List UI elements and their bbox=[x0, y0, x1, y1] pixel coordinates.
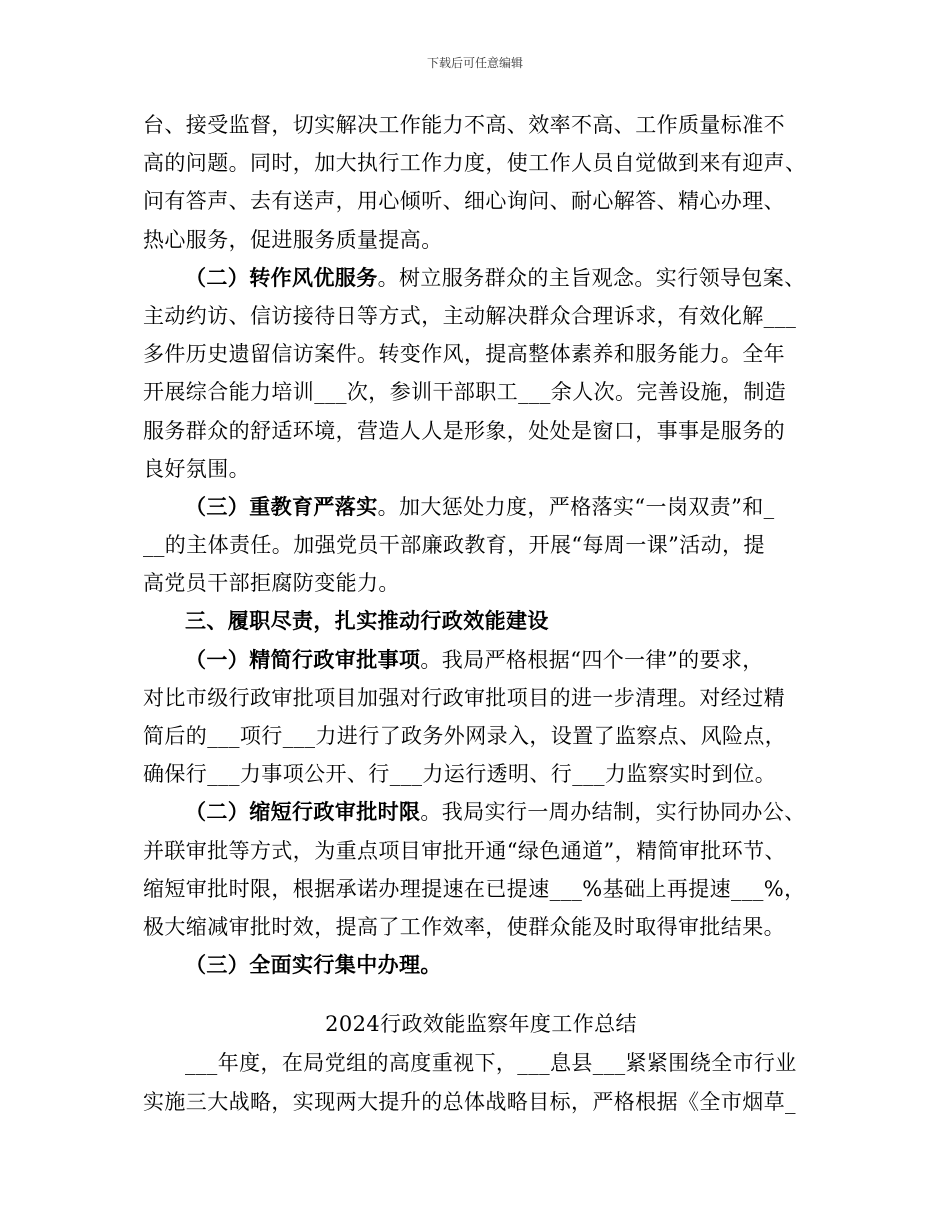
paragraph-line: 台、接受监督，切实解决工作能力不高、效率不高、工作质量标准不 bbox=[143, 113, 785, 137]
paragraph-text: 。我局严格根据“四个一律”的要求， bbox=[420, 647, 764, 672]
section-heading: （三）全面实行集中办理。 bbox=[185, 952, 442, 978]
paragraph-line bbox=[143, 641, 819, 679]
paragraph-line: 高党员干部拒腐防变能力。 bbox=[143, 571, 400, 596]
paragraph-text: 。我局实行一周办结制，实行协同办公、 bbox=[420, 800, 806, 825]
paragraph-line bbox=[143, 488, 819, 526]
paragraph-line: 多件历史遗留信访案件。转变作风，提高整体素养和服务能力。全年 bbox=[143, 342, 785, 367]
section-heading: （一）精简行政审批事项 bbox=[185, 646, 421, 672]
paragraph-line: 服务群众的舒适环境，营造人人是形象，处处是窗口，事事是服务的 bbox=[143, 418, 785, 443]
paragraph-line: ___年度，在局党组的高度重视下，___息县___紧紧围绕全市行业 bbox=[185, 1051, 797, 1076]
paragraph-line bbox=[143, 259, 819, 297]
header-note: 下载后可任意编辑 bbox=[426, 56, 523, 70]
paragraph-line: 缩短审批时限，根据承诺办理提速在已提速___%基础上再提速___%， bbox=[143, 876, 806, 901]
paragraph-line: 热心服务，促进服务质量提高。 bbox=[143, 227, 443, 252]
paragraph-line: 对比市级行政审批项目加强对行政审批项目的进一步清理。对经过精 bbox=[143, 685, 785, 710]
paragraph-line: 主动约访、信访接待日等方式，主动解决群众合理诉求，有效化解___ bbox=[143, 303, 797, 328]
paragraph-line: __的主体责任。加强党员干部廉政教育，开展“每周一课”活动，提 bbox=[143, 533, 765, 558]
paragraph-line: 简后的___项行___力进行了政务外网录入，设置了监察点、风险点， bbox=[143, 724, 787, 748]
paragraph-line: 并联审批等方式，为重点项目审批开通“绿色通道”，精简审批环节、 bbox=[143, 838, 786, 863]
section-heading: （二）转作风优服务 bbox=[185, 264, 378, 290]
paragraph-line bbox=[143, 793, 819, 831]
document-title: 2024行政效能监察年度工作总结 bbox=[325, 1012, 637, 1037]
paragraph-text: 。加大惩处力度，严格落实“一岗双责”和_ bbox=[377, 494, 775, 519]
paragraph-line: 实施三大战略，实现两大提升的总体战略目标，严格根据《全市烟草_ bbox=[143, 1089, 796, 1114]
paragraph-line: 开展综合能力培训___次，参训干部职工___余人次。完善设施，制造 bbox=[143, 380, 787, 405]
paragraph-text: 。树立服务群众的主旨观念。实行领导包案、 bbox=[377, 265, 806, 290]
paragraph-line: 确保行___力事项公开、行___力运行透明、行___力监察实时到位。 bbox=[143, 762, 777, 787]
paragraph-line: 高的问题。同时，加大执行工作力度，使工作人员自觉做到来有迎声、 bbox=[143, 151, 807, 176]
paragraph-line: 良好氛围。 bbox=[143, 456, 250, 481]
section-heading: （二）缩短行政审批时限 bbox=[185, 799, 421, 825]
paragraph-line: 问有答声、去有送声，用心倾听、细心询问、耐心解答、精心办理、 bbox=[143, 189, 785, 214]
document-body bbox=[143, 106, 819, 1121]
chapter-heading: 三、履职尽责，扎实推动行政效能建设 bbox=[185, 608, 549, 634]
section-heading: （三）重教育严落实 bbox=[185, 493, 378, 519]
paragraph-line: 极大缩减审批时效，提高了工作效率，使群众能及时取得审批结果。 bbox=[143, 914, 785, 939]
